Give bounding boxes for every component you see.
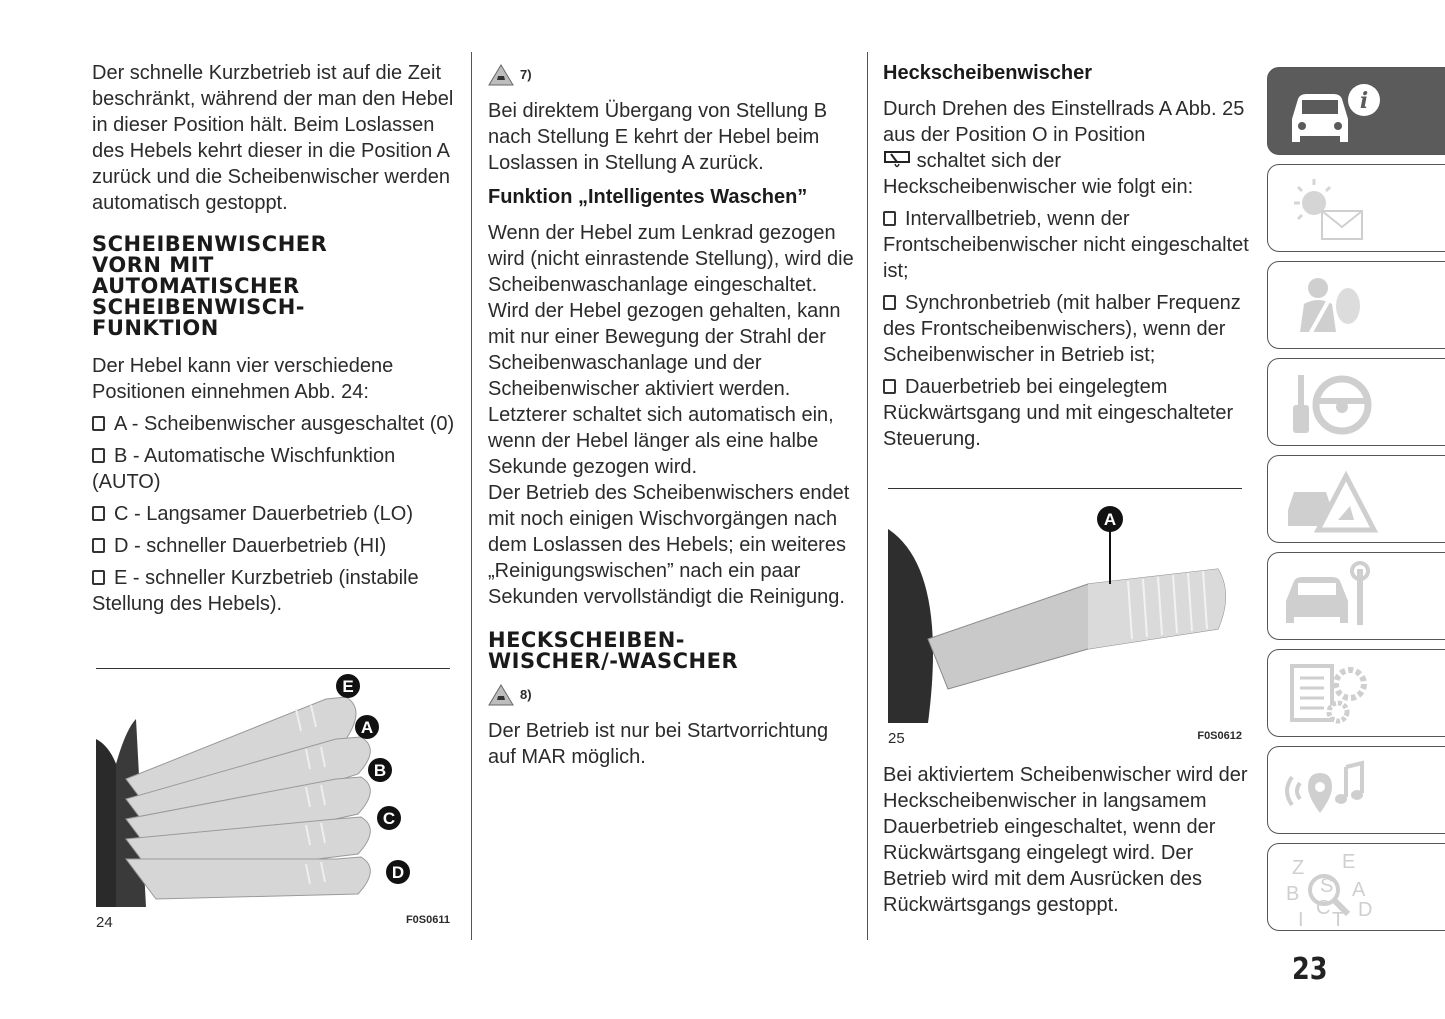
figure-24 (96, 668, 450, 931)
lever-positions-lead: Der Hebel kann vier verschiedene Positionen einnehmen Abb. 24: (92, 355, 394, 403)
intro-paragraph: Der schnelle Kurzbetrieb ist auf die Zeit beschränkt, während der man den Hebel in dieser Position hält. Beim Loslassen des Hebels kehrt dieser in die Position A zurück und die Scheibenwischer werden automatisch gestoppt. (92, 62, 454, 214)
list-item: C - Langsamer Dauerbetrieb (LO) (92, 501, 462, 527)
section-title-rear-wiper: HECKSCHEIBEN-WISCHER/-WASCHER (488, 628, 739, 673)
column-divider (471, 52, 472, 940)
svg-text:E: E (1342, 851, 1356, 873)
column-2 (488, 60, 858, 774)
position-label-e: E (342, 677, 354, 696)
page-number: 23 (1292, 952, 1328, 987)
warning-reference: 8) (488, 682, 858, 708)
warning-light-message-icon (1280, 171, 1380, 247)
tab-starting-driving[interactable] (1267, 358, 1445, 446)
list-item: A - Scheibenwischer ausgeschaltet (0) (92, 411, 462, 437)
svg-text:A: A (1352, 879, 1366, 901)
rear-wiper-symbol-icon (883, 150, 911, 170)
position-label-b: B (373, 761, 387, 780)
position-label-c: C (382, 809, 396, 828)
svg-text:B: B (1286, 883, 1300, 905)
list-item: E - schneller Kurzbetrieb (instabile Stellung des Hebels). (92, 567, 419, 615)
list-item: Intervallbetrieb, wenn der Frontscheibenwischer nicht eingeschaltet ist; (883, 208, 1249, 282)
tab-index[interactable] (1267, 843, 1445, 931)
specs-gear-icon (1280, 656, 1380, 732)
checkbox-bullet-icon (92, 416, 105, 431)
tab-emergency[interactable] (1267, 455, 1445, 543)
column-3 (883, 60, 1253, 456)
figure-code: F0S0611 (405, 914, 450, 926)
paragraph: Wird der Hebel gezogen gehalten, kann mit nur einer Bewegung der Strahl der Scheibenwaschanlage und der Scheibenwischer aktiviert werden. (488, 300, 841, 400)
paragraph: Bei direktem Übergang von Stellung B nach Stellung E kehrt der Hebel beim Loslassen in Stellung A zurück. (488, 100, 828, 174)
checkbox-bullet-icon (92, 506, 105, 521)
subheading-intelligent-wash: Funktion „Intelligentes Waschen” (488, 186, 808, 208)
svg-text:T: T (1332, 909, 1345, 930)
checkbox-bullet-icon (883, 295, 896, 310)
warning-triangle-icon (488, 684, 514, 706)
control-label-a: A (1103, 510, 1117, 529)
rear-wiper-stalk-image (888, 489, 1242, 723)
paragraph: Der Betrieb ist nur bei Startvorrichtung auf MAR möglich. (488, 720, 829, 768)
paragraph: Der Betrieb des Scheibenwischers endet mit noch einigen Wischvorgängen nach dem Loslassen des Hebels; ein weiteres „Reinigungswischen” nach ein paar Sekunden vervollständigt die Reinigung. (488, 482, 850, 608)
wiper-stalk-positions-image (96, 669, 450, 907)
warning-reference: 7) (488, 62, 858, 88)
figure-code: F0S0612 (1197, 730, 1242, 742)
tab-warning-lights[interactable] (1267, 164, 1445, 252)
svg-text:D: D (1358, 899, 1373, 921)
paragraph: Bei aktiviertem Scheibenwischer wird der Heckscheibenwischer in langsamem Dauerbetrieb eingeschaltet, wenn der Rückwärtsgang eingelegt wird. Der Betrieb wird mit dem Ausrücken des Rückwärtsgangs gestoppt. (883, 764, 1248, 916)
list-item: Dauerbetrieb bei eingelegtem Rückwärtsgang und mit eingeschalteter Steuerung. (883, 376, 1234, 450)
paragraph: Letzterer schaltet sich automatisch ein, wenn der Hebel länger als eine halbe Sekunde gezogen wird. (488, 404, 834, 478)
airbag-seatbelt-icon (1280, 268, 1380, 344)
warning-triangle-icon (488, 64, 514, 86)
checkbox-bullet-icon (92, 448, 105, 463)
column-divider (867, 52, 868, 940)
car-hazard-triangle-icon (1280, 462, 1380, 538)
paragraph: Durch Drehen des Einstellrads A Abb. 25 aus der Position O in Position schaltet sich der Heckscheibenwischer wie folgt ein: (883, 98, 1245, 198)
tab-car-info[interactable] (1267, 67, 1445, 155)
paragraph: Wenn der Hebel zum Lenkrad gezogen wird (nicht einrastende Stellung), wird die Scheibenwaschanlage eingeschaltet. (488, 222, 854, 296)
list-item: Synchronbetrieb (mit halber Frequenz des Frontscheibenwischers), wenn der Scheibenwischer in Betrieb ist; (883, 292, 1241, 366)
car-wrench-icon (1280, 559, 1380, 635)
checkbox-bullet-icon (92, 538, 105, 553)
svg-text:C: C (1316, 897, 1331, 919)
position-label-d: D (391, 863, 405, 882)
section-title-front-wiper: SCHEIBENWISCHER VORN MIT AUTOMATISCHER SCHEIBENWISCH-FUNKTION (92, 232, 328, 340)
heading-rear-wiper: Heckscheibenwischer (883, 62, 1092, 84)
checkbox-bullet-icon (883, 379, 896, 394)
tab-multimedia[interactable] (1267, 746, 1445, 834)
checkbox-bullet-icon (92, 570, 105, 585)
figure-number: 25 (888, 730, 905, 747)
position-label-a: A (360, 718, 374, 737)
list-item: D - schneller Dauerbetrieb (HI) (92, 533, 462, 559)
figure-number: 24 (96, 914, 113, 931)
checkbox-bullet-icon (883, 211, 896, 226)
car-info-icon (1280, 74, 1380, 150)
svg-text:Z: Z (1292, 857, 1305, 879)
svg-text:i: i (1359, 88, 1369, 114)
index-alphabet-icon (1280, 850, 1380, 930)
tab-technical-data[interactable] (1267, 649, 1445, 737)
tab-safety[interactable] (1267, 261, 1445, 349)
column-1 (92, 60, 462, 621)
column-3-closing (883, 762, 1253, 922)
multimedia-icon (1280, 753, 1380, 829)
svg-text:S: S (1320, 875, 1334, 897)
figure-25 (888, 488, 1242, 747)
key-steering-wheel-icon (1280, 365, 1380, 441)
svg-text:I: I (1298, 909, 1304, 930)
tab-maintenance[interactable] (1267, 552, 1445, 640)
list-item: B - Automatische Wischfunktion (AUTO) (92, 445, 396, 493)
